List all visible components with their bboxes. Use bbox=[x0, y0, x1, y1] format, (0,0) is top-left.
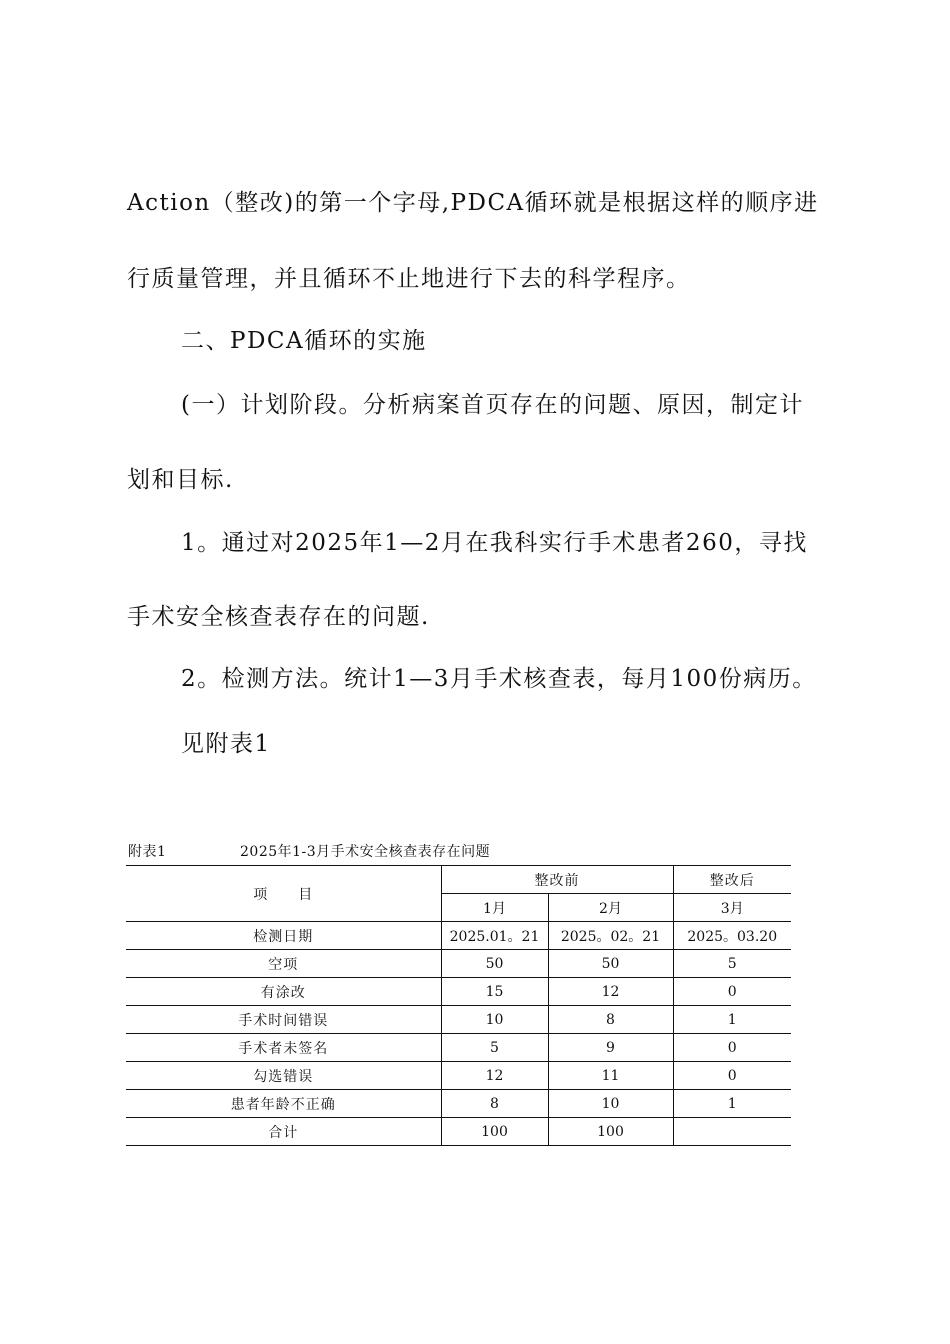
cell-value: 8 bbox=[441, 1090, 548, 1118]
row-label: 检测日期 bbox=[126, 922, 441, 950]
table-caption-title: 2025年1-3月手术安全核查表存在问题 bbox=[240, 844, 491, 860]
cell-value: 0 bbox=[673, 978, 791, 1006]
cell-value: 50 bbox=[441, 950, 548, 978]
cell-value: 50 bbox=[548, 950, 673, 978]
paragraph-line: 见附表1 bbox=[181, 731, 271, 757]
table-row bbox=[126, 1034, 791, 1062]
cell-value: 15 bbox=[441, 978, 548, 1006]
cell-value: 5 bbox=[673, 950, 791, 978]
cell-value: 12 bbox=[548, 978, 673, 1006]
paragraph-line: (一）计划阶段。分析病案首页存在的问题、原因，制定计 bbox=[181, 392, 804, 418]
table-row bbox=[126, 1006, 791, 1034]
header-item: 项 目 bbox=[126, 866, 441, 922]
header-month: 1月 bbox=[441, 894, 548, 922]
paragraph-line: 行质量管理，并且循环不止地进行下去的科学程序。 bbox=[127, 266, 691, 292]
header-month: 2月 bbox=[548, 894, 673, 922]
table-row bbox=[126, 950, 791, 978]
cell-value: 1 bbox=[673, 1090, 791, 1118]
cell-value: 9 bbox=[548, 1034, 673, 1062]
table-caption-label: 附表1 bbox=[128, 844, 167, 860]
cell-value: 2025。03.20 bbox=[673, 922, 791, 950]
paragraph-line: 手术安全核查表存在的问题. bbox=[127, 604, 430, 630]
cell-value: 2025.01。21 bbox=[441, 922, 548, 950]
cell-value: 10 bbox=[441, 1006, 548, 1034]
cell-value: 1 bbox=[673, 1006, 791, 1034]
cell-value: 100 bbox=[548, 1118, 673, 1146]
table-header-row bbox=[126, 866, 791, 894]
row-label: 手术者未签名 bbox=[126, 1034, 441, 1062]
cell-value: 5 bbox=[441, 1034, 548, 1062]
paragraph-line: 2。检测方法。统计1—3月手术核查表，每月100份病历。 bbox=[181, 666, 817, 692]
header-month: 3月 bbox=[673, 894, 791, 922]
cell-value: 8 bbox=[548, 1006, 673, 1034]
paragraph-line: Action（整改)的第一个字母,PDCA循环就是根据这样的顺序进 bbox=[127, 190, 819, 216]
cell-value: 11 bbox=[548, 1062, 673, 1090]
cell-value: 2025。02。21 bbox=[548, 922, 673, 950]
header-after: 整改后 bbox=[673, 866, 791, 894]
table-row bbox=[126, 978, 791, 1006]
paragraph-line: 1。通过对2025年1—2月在我科实行手术患者260，寻找 bbox=[181, 530, 808, 556]
row-label: 手术时间错误 bbox=[126, 1006, 441, 1034]
paragraph-line: 划和目标. bbox=[127, 467, 234, 493]
cell-value bbox=[673, 1118, 791, 1146]
cell-value: 100 bbox=[441, 1118, 548, 1146]
cell-value: 0 bbox=[673, 1034, 791, 1062]
table-total-row bbox=[126, 1118, 791, 1146]
audit-table bbox=[126, 865, 791, 1146]
table-row bbox=[126, 922, 791, 950]
cell-value: 0 bbox=[673, 1062, 791, 1090]
row-label: 勾选错误 bbox=[126, 1062, 441, 1090]
table-row bbox=[126, 1062, 791, 1090]
row-label: 患者年龄不正确 bbox=[126, 1090, 441, 1118]
section-heading: 二、PDCA循环的实施 bbox=[181, 328, 427, 354]
cell-value: 10 bbox=[548, 1090, 673, 1118]
row-label: 有涂改 bbox=[126, 978, 441, 1006]
table-row bbox=[126, 1090, 791, 1118]
row-label: 空项 bbox=[126, 950, 441, 978]
cell-value: 12 bbox=[441, 1062, 548, 1090]
row-label: 合计 bbox=[126, 1118, 441, 1146]
header-before: 整改前 bbox=[441, 866, 673, 894]
